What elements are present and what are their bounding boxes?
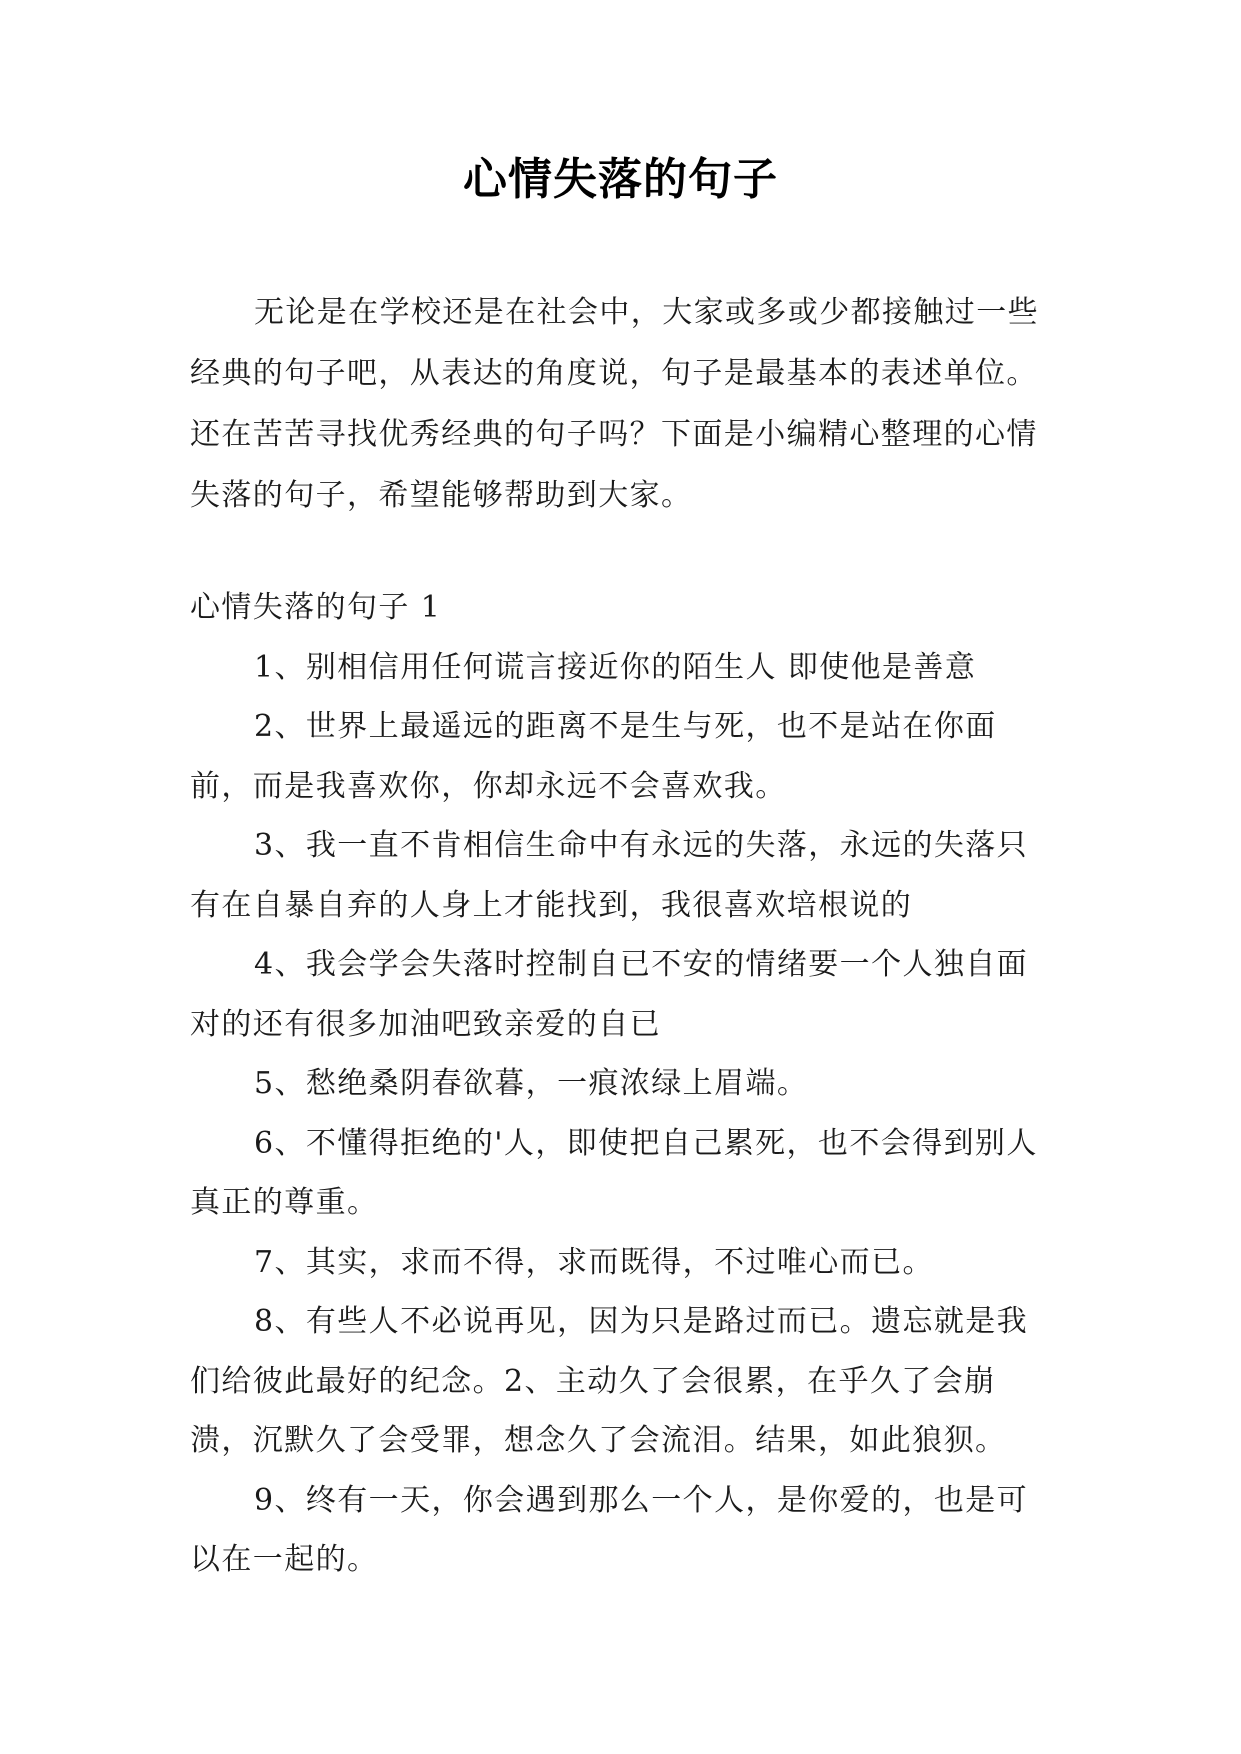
sentence-item: 8、有些人不必说再见，因为只是路过而已。遗忘就是我们给彼此最好的纪念。2、主动久了会很累，在乎久了会崩溃，沉默久了会受罪，想念久了会流泪。结果，如此狼狈。	[190, 1304, 1029, 1458]
sentence-item: 5、愁绝桑阴春欲暮，一痕浓绿上眉端。	[254, 1066, 809, 1101]
sentence-item: 9、终有一天，你会遇到那么一个人，是你爱的，也是可以在一起的。	[190, 1482, 1029, 1577]
intro-section	[190, 282, 1050, 526]
sentence-item: 2、世界上最遥远的距离不是生与死，也不是站在你面前，而是我喜欢你，你却永远不会喜欢我。	[190, 709, 997, 804]
sentence-item: 7、其实，求而不得，求而既得，不过唯心而已。	[254, 1244, 934, 1280]
sentence-item: 3、我一直不肯相信生命中有永远的失落，永远的失落只有在自暴自弃的人身上才能找到，我很喜欢培根说的	[190, 828, 1029, 923]
sentence-item: 1、别相信用任何谎言接近你的陌生人 即使他是善意	[254, 649, 977, 685]
sentence-item: 4、我会学会失落时控制自已不安的情绪要一个人独自面对的还有很多加油吧致亲爱的自已	[190, 947, 1029, 1042]
document-title: 心情失落的句子	[463, 154, 778, 205]
sentences-section	[190, 578, 1050, 1590]
intro-paragraph: 无论是在学校还是在社会中，大家或多或少都接触过一些经典的句子吧，从表达的角度说，句子是最基本的表述单位。还在苦苦寻找优秀经典的句子吗？下面是小编精心整理的心情失落的句子，希望能够帮助到大家。	[190, 295, 1039, 513]
section-heading: 心情失落的句子 1	[190, 590, 442, 625]
sentence-item: 6、不懂得拒绝的'人，即使把自己累死，也不会得到别人真正的尊重。	[190, 1125, 1038, 1220]
